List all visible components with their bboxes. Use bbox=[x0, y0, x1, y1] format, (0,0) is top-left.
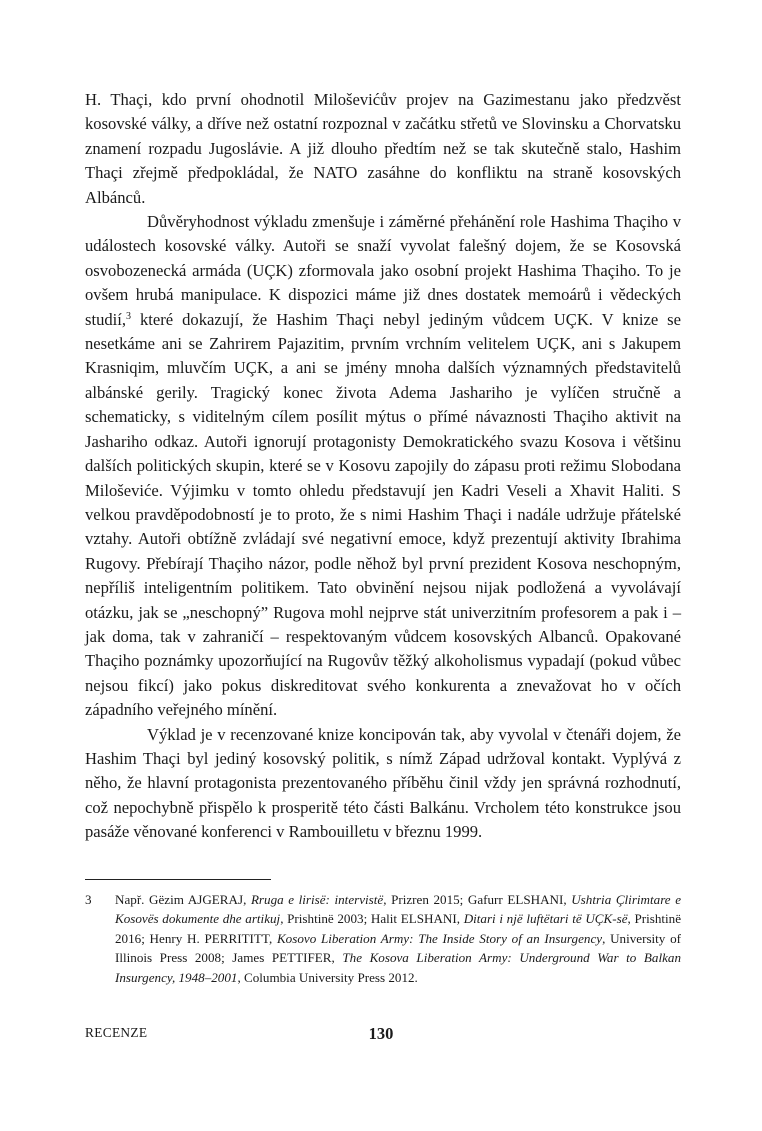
footnote-number: 3 bbox=[85, 892, 92, 907]
footnote-segment: , Prishtinë 2003; Halit ELSHANI, bbox=[280, 911, 464, 927]
footnote-segment-italic: Rruga e lirisë: intervistë bbox=[250, 892, 384, 907]
footnote-separator bbox=[85, 879, 271, 880]
footnote-segment-italic: Kosovo Liberation Army: The Inside Story of an Insurgency bbox=[276, 930, 603, 946]
footnote bbox=[85, 890, 681, 987]
footnote-segment: , Prishtinë 2016; Henry H. PERRITITT, bbox=[115, 911, 682, 946]
body-text bbox=[85, 88, 681, 845]
footnote-segment: , Columbia University Press 2012. bbox=[237, 969, 418, 985]
paragraph-1: H. Thaçi, kdo první ohodnotil Miloševićův projev na Gazimestanu jako předzvěst kosovské války, a dříve než ostatní rozpoznal v začátku střetů ve Slovinsku a Chorvatsku znamení rozpadu Jugoslávie. A již dlouho předtím než se tak skutečně stalo, Hashim Thaçi zřejmě předpokládal, že NATO zasáhne do konfliktu na straně kosovských Albánců. bbox=[85, 90, 681, 207]
footnote-segment: , Prizren 2015; Gafurr ELSHANI, bbox=[383, 892, 572, 907]
footnote-reference: 3 bbox=[126, 310, 132, 322]
paragraph-2-text-b: které dokazují, že Hashim Thaçi nebyl jediným vůdcem UÇK. V knize se nesetkáme ani se Zahrirem Pajazitim, prvním vrchním velitelem UÇK, ani s Jakupem Krasniqim, mluvčím UÇK, a ani se jmény mnoha dalších významných představitelů albánské gerily. Tragický konec života Adema Jashariho je vylíčen stručně a schematicky, s viditelným cílem posílit mýtus o přímé návaznosti Thaçiho aktivit na Jashariho odkaz. Autoři ignorují protagonisty Demokratického svazu Kosova i většinu dalších politických skupin, které se v Kosovu zapojily do zápasu proti režimu Slobodana Miloševiće. Výjimku v tomto ohledu představují jen Kadri Veseli a Xhavit Haliti. S velkou pravděpodobností je to proto, že s nimi Hashim Thaçi i nadále udržuje přátelské vztahy. Autoři obtížně zvládají své negativní emoce, když prezentují aktivity Ibrahima Rugovy. Přebírají Thaçiho názor, podle něhož byl první prezident Kosova neschopným, nepříliš inteligentním politikem. Tato obvinění nejsou nijak podložená a vyvolávají otázku, jak se „neschopný” Rugova mohl nejprve stát univerzitním profesorem a pak i – jak doma, tak v zahraničí – respektovaným vůdcem kosovských Albanců. Opakované Thaçiho poznámky upozorňující na Rugovův těžký alkoholismus vypadají (pokud vůbec nejsou fikcí) jako pokus diskreditovat svého konkurenta a znevažovat ho v očích západního veřejného mínění. bbox=[85, 309, 681, 720]
page-number: 130 bbox=[368, 1024, 394, 1043]
footnote-text bbox=[115, 890, 681, 987]
paragraph-3: Výklad je v recenzované knize koncipován tak, aby vyvolal v čtenáři dojem, že Hashim Thaçi byl jediný kosovský politik, s nímž Západ udržoval kontakt. Vyplývá z něho, že hlavní protagonista prezentovaného příběhu činil vždy jen správná rozhodnutí, což nepochybně přispělo k prosperitě této části Balkánu. Vrcholem této konstrukce jsou pasáže věnované konferenci v Rambouilletu v březnu 1999. bbox=[85, 724, 681, 842]
footnote-segment-italic: The Kosova Liberation Army: Underground War to Balkan Insurgency, 1948–2001 bbox=[115, 950, 681, 985]
paragraph-2-text-a: Důvěryhodnost výkladu zmenšuje i záměrné přehánění role Hashima Thaçiho v událostech kosovské války. Autoři se snaží vyvolat falešný dojem, že se Kosovská osvobozenecká armáda (UÇK) zformovala jako osobní projekt Hashima Thaçiho. To je ovšem hrubá manipulace. K dispozici máme již dnes dostatek memoárů i vědeckých studií, bbox=[85, 212, 681, 329]
footnote-segment-italic: Ditari i një luftëtari të UÇK-së bbox=[463, 911, 628, 927]
footnote-segment: , University of Illinois Press 2008; James PETTIFER, bbox=[115, 930, 681, 966]
paragraph-2 bbox=[85, 210, 681, 723]
footnote-segment-italic: Ushtria Çlirimtare e Kosovës dokumente dhe artikuj bbox=[115, 892, 682, 927]
footnote-segment: Např. Gëzim AJGERAJ, bbox=[115, 892, 251, 907]
running-footer: RECENZE bbox=[85, 1025, 148, 1040]
